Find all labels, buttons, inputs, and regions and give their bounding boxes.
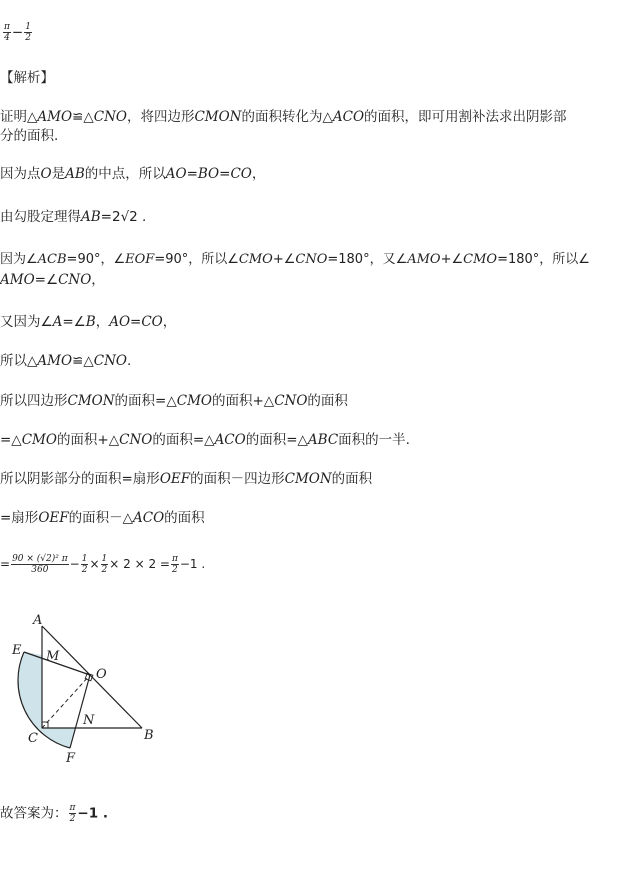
paragraph-shaded-area-cont (0, 508, 205, 528)
text: ≌△ (72, 353, 94, 369)
text: 的中点，所以 (84, 166, 166, 182)
final-answer (0, 803, 108, 824)
label-E: E (12, 643, 22, 658)
text: 又因为∠ (0, 314, 53, 330)
math: EOF (125, 252, 155, 267)
text: 所以△ (0, 353, 38, 369)
text: =90°，∠ (66, 252, 126, 267)
paragraph-equal-angles (0, 312, 176, 332)
analysis-heading: 【解析】 (0, 70, 54, 86)
math: AB (65, 166, 85, 182)
text: 的面积=△ (114, 393, 177, 409)
text: +∠ (440, 252, 464, 267)
numerator: 90 × (√2)² π (12, 554, 68, 564)
paragraph-proof-intro (0, 107, 567, 127)
text: . (126, 353, 132, 369)
math: AMO (37, 109, 73, 125)
numerator: 1 (101, 554, 108, 564)
text: ， (91, 272, 105, 288)
math: ACO (214, 432, 246, 448)
denominator: 2 (69, 814, 76, 824)
math: AMO (0, 272, 35, 288)
text: 的面积 (307, 393, 348, 409)
paragraph-midpoint (0, 164, 265, 184)
text: ，将四边形 (126, 109, 195, 125)
label-F: F (66, 751, 76, 766)
label-M: M (46, 649, 60, 664)
computation-line (0, 554, 205, 575)
paragraph-angles (0, 250, 590, 270)
text: 所以阴影部分的面积=扇形 (0, 471, 160, 487)
math: CMO (21, 432, 57, 448)
paragraph-quad-area-cont (0, 430, 410, 450)
math: BO (197, 166, 220, 182)
text: 是 (51, 166, 66, 182)
text: 由勾股定理得 (0, 209, 81, 225)
text: ≌△ (72, 109, 94, 125)
text: 的面积+△ (211, 393, 275, 409)
math: AMO (407, 252, 441, 267)
numerator: 1 (81, 554, 88, 564)
numerator: π (171, 554, 178, 564)
minus-sign: − (11, 24, 24, 41)
paragraph-proof-intro-cont: 分的面积. (0, 128, 59, 144)
text: 的面积+△ (56, 432, 120, 448)
text: 的面积=△ (245, 432, 308, 448)
math: B (85, 314, 96, 330)
text: ， (251, 166, 266, 182)
math: CNO (119, 432, 153, 448)
text: =扇形 (0, 510, 39, 526)
math: O (40, 166, 52, 182)
text: −1 . (77, 805, 108, 822)
math: ABC (307, 432, 339, 448)
math: CO (141, 314, 163, 330)
denominator: 2 (81, 565, 88, 575)
text: =△ (0, 432, 22, 448)
text: 的面积－四边形 (190, 471, 285, 487)
math: CMON (67, 393, 115, 409)
text: =∠ (34, 272, 59, 288)
text: 因为点 (0, 166, 41, 182)
math: CMO (176, 393, 212, 409)
text: 的面积=△ (152, 432, 215, 448)
paragraph-shaded-area (0, 469, 372, 489)
text: 故答案为： (0, 805, 68, 822)
paragraph-congruence (0, 351, 131, 371)
denominator: 2 (172, 565, 178, 575)
denominator: 360 (31, 565, 49, 575)
text: ， (95, 314, 110, 330)
math: CNO (93, 109, 127, 125)
four-denominator: 4 (4, 33, 10, 43)
math: A (52, 314, 63, 330)
equals-sign: = (0, 557, 11, 571)
pi-numerator: π (4, 22, 10, 32)
paragraph-quad-area (0, 391, 348, 411)
text: 证明△ (0, 109, 38, 125)
math: CMON (284, 471, 332, 487)
text: = (130, 314, 142, 330)
math: CMO (463, 252, 498, 267)
text: =180°，所以∠ (497, 252, 590, 267)
label-A: A (33, 613, 43, 628)
top-answer (2, 22, 33, 43)
text: 因为∠ (0, 252, 38, 267)
denominator: 2 (101, 565, 108, 575)
math: CMO (238, 252, 273, 267)
math: AO (109, 314, 131, 330)
math: ACB (37, 252, 67, 267)
minus-sign: − (69, 557, 80, 571)
label-B: B (144, 728, 154, 743)
times-sign: × (89, 557, 100, 571)
text: = (219, 166, 231, 182)
text: 的面积，即可用割补法求出阴影部 (364, 109, 567, 125)
text: 的面积 (164, 510, 205, 526)
text: =2√2 . (100, 209, 147, 225)
text: 的面积 (331, 471, 373, 487)
text: = (186, 166, 198, 182)
text: +∠ (272, 252, 296, 267)
text: =180°，又∠ (327, 252, 408, 267)
math: CMON (194, 109, 242, 125)
math: CNO (58, 272, 92, 288)
text: =90°，所以∠ (154, 252, 239, 267)
text: 的面积转化为△ (241, 109, 333, 125)
math: CNO (93, 353, 127, 369)
math: ACO (133, 510, 165, 526)
two-denominator: 2 (25, 33, 31, 43)
text: 的面积－△ (68, 510, 133, 526)
math: CNO (295, 252, 328, 267)
math: CO (230, 166, 252, 182)
math: ACO (332, 109, 365, 125)
label-O: O (96, 667, 107, 682)
math: OEF (38, 510, 69, 526)
label-C: C (28, 731, 38, 746)
geometry-figure (0, 608, 200, 768)
math: OEF (159, 471, 191, 487)
math: AO (165, 166, 187, 182)
numerator: π (69, 803, 76, 813)
paragraph-pythagoras (0, 207, 146, 227)
text: −1 . (179, 557, 206, 571)
math: AMO (37, 353, 73, 369)
text: ， (162, 314, 177, 330)
text: =∠ (62, 314, 86, 330)
label-N: N (83, 713, 95, 728)
math: CNO (274, 393, 308, 409)
paragraph-angles-cont (0, 270, 105, 290)
text: 所以四边形 (0, 393, 68, 409)
one-numerator: 1 (25, 22, 31, 32)
sector-fraction (11, 554, 69, 575)
text: 面积的一半. (338, 432, 410, 448)
text: × 2 × 2 = (109, 557, 170, 571)
math: AB (81, 209, 101, 225)
